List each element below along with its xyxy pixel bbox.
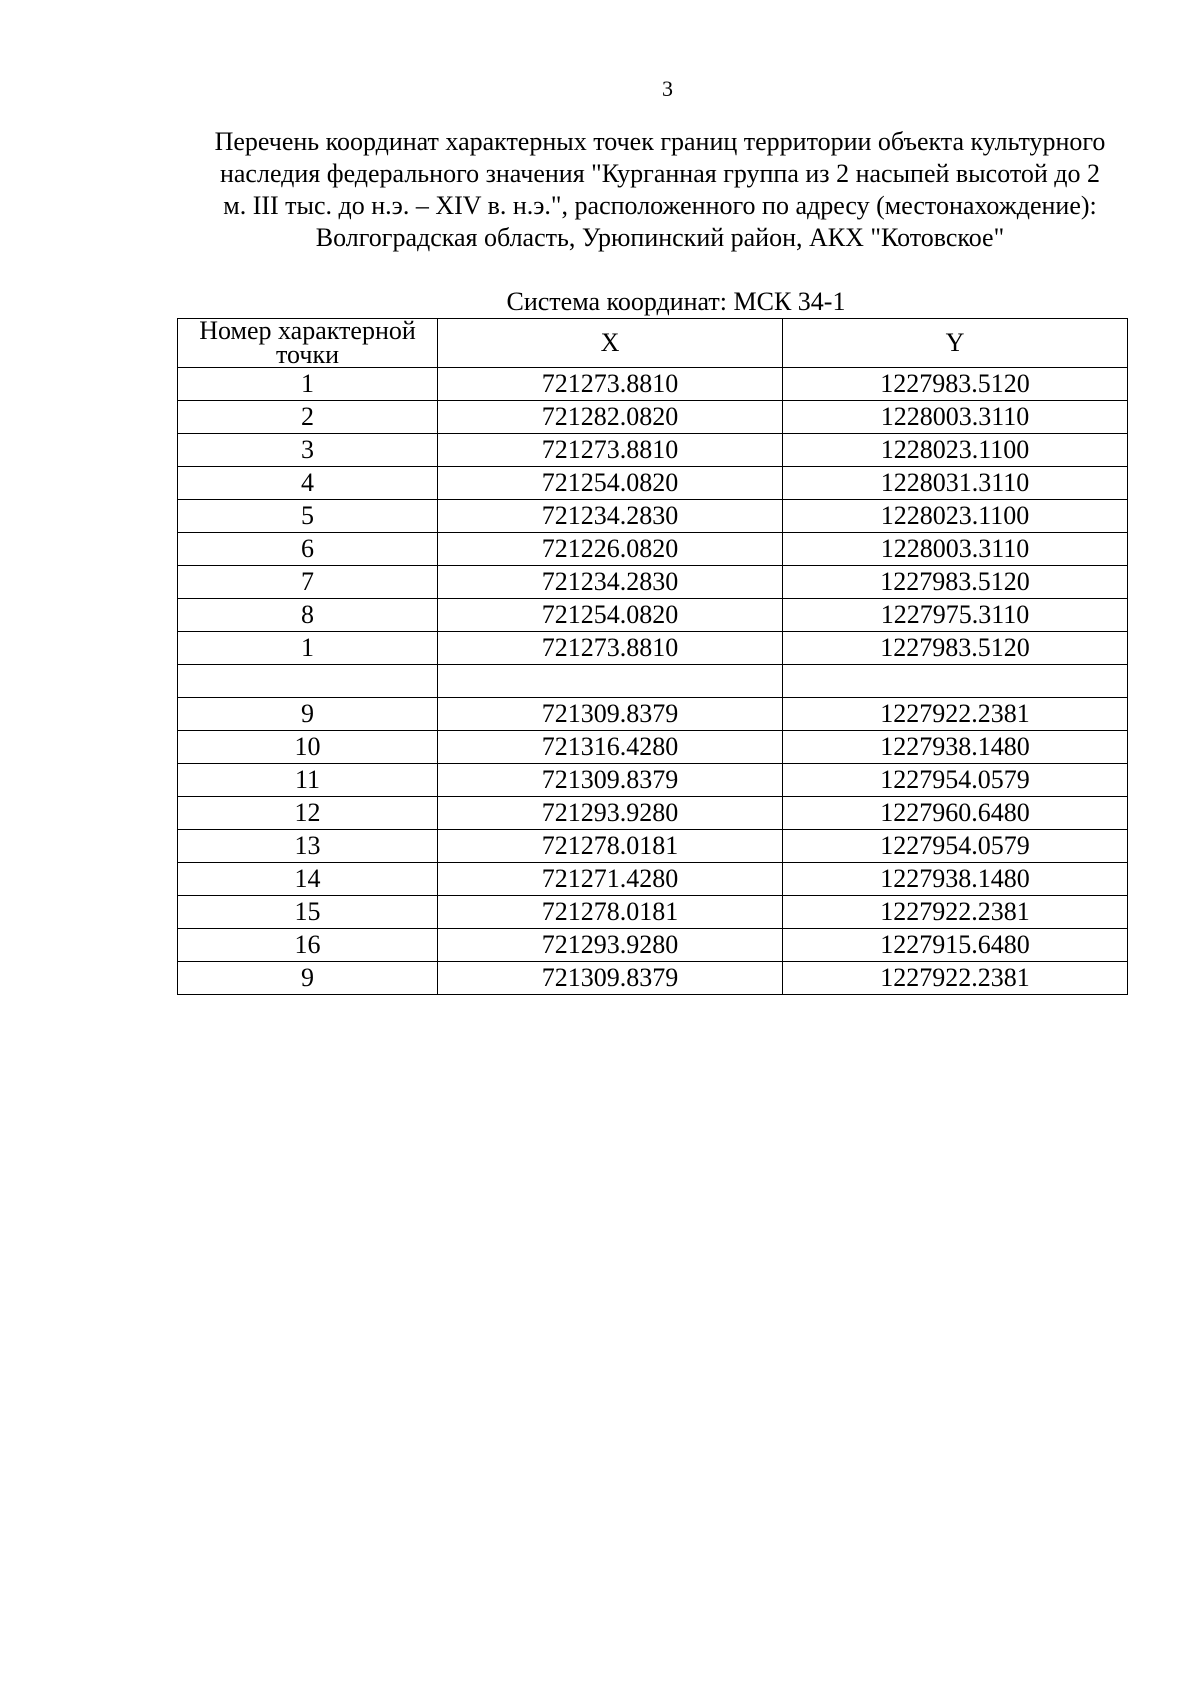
table-row xyxy=(178,500,1128,533)
cell-point-number xyxy=(178,665,438,698)
cell-y: 1227983.5120 xyxy=(783,632,1128,665)
table-row xyxy=(178,731,1128,764)
cell-x: 721309.8379 xyxy=(438,962,783,995)
table-row xyxy=(178,533,1128,566)
cell-x: 721316.4280 xyxy=(438,731,783,764)
cell-x: 721282.0820 xyxy=(438,401,783,434)
cell-x xyxy=(438,665,783,698)
cell-y: 1227915.6480 xyxy=(783,929,1128,962)
cell-y: 1228031.3110 xyxy=(783,467,1128,500)
cell-x: 721293.9280 xyxy=(438,929,783,962)
cell-point-number: 2 xyxy=(178,401,438,434)
cell-x: 721309.8379 xyxy=(438,764,783,797)
cell-point-number: 8 xyxy=(178,599,438,632)
cell-x: 721273.8810 xyxy=(438,632,783,665)
header-point-number-line-1: Номер характерной xyxy=(199,316,416,345)
table-row xyxy=(178,599,1128,632)
table-row xyxy=(178,929,1128,962)
coordinate-system-caption: Система координат: МСК 34-1 xyxy=(506,287,846,316)
cell-point-number: 16 xyxy=(178,929,438,962)
cell-x: 721254.0820 xyxy=(438,599,783,632)
page-number: 3 xyxy=(662,76,673,101)
cell-point-number: 1 xyxy=(178,632,438,665)
table-row xyxy=(178,962,1128,995)
cell-point-number: 12 xyxy=(178,797,438,830)
cell-y: 1228023.1100 xyxy=(783,434,1128,467)
header-point-number xyxy=(178,316,438,369)
table-row xyxy=(178,566,1128,599)
cell-x: 721234.2830 xyxy=(438,566,783,599)
cell-y: 1227954.0579 xyxy=(783,830,1128,863)
cell-y: 1227983.5120 xyxy=(783,368,1128,401)
table-row xyxy=(178,896,1128,929)
cell-y: 1227983.5120 xyxy=(783,566,1128,599)
cell-y: 1227922.2381 xyxy=(783,698,1128,731)
cell-point-number: 11 xyxy=(178,764,438,797)
title-line-1: Перечень координат характерных точек границ территории объекта культурного xyxy=(214,127,1106,156)
cell-x: 721234.2830 xyxy=(438,500,783,533)
cell-y: 1227938.1480 xyxy=(783,863,1128,896)
header-y: Y xyxy=(783,319,1128,368)
cell-x: 721309.8379 xyxy=(438,698,783,731)
cell-point-number: 14 xyxy=(178,863,438,896)
cell-x: 721273.8810 xyxy=(438,368,783,401)
document-title xyxy=(160,126,1160,254)
table-row xyxy=(178,467,1128,500)
table-row xyxy=(178,830,1128,863)
cell-y: 1228003.3110 xyxy=(783,533,1128,566)
title-line-4: Волгоградская область, Урюпинский район, АКХ "Котовское" xyxy=(315,223,1005,252)
cell-x: 721278.0181 xyxy=(438,896,783,929)
cell-point-number: 4 xyxy=(178,467,438,500)
cell-point-number: 5 xyxy=(178,500,438,533)
cell-x: 721273.8810 xyxy=(438,434,783,467)
cell-point-number: 13 xyxy=(178,830,438,863)
table-row xyxy=(178,863,1128,896)
cell-x: 721226.0820 xyxy=(438,533,783,566)
table-row xyxy=(178,764,1128,797)
cell-y: 1227922.2381 xyxy=(783,896,1128,929)
cell-y: 1227938.1480 xyxy=(783,731,1128,764)
title-line-3: м. III тыс. до н.э. – XIV в. н.э.", расположенного по адресу (местонахождение): xyxy=(223,191,1097,220)
cell-x: 721278.0181 xyxy=(438,830,783,863)
cell-y xyxy=(783,665,1128,698)
table-row xyxy=(178,368,1128,401)
cell-point-number: 10 xyxy=(178,731,438,764)
cell-y: 1228023.1100 xyxy=(783,500,1128,533)
table-row xyxy=(178,698,1128,731)
table-row xyxy=(178,434,1128,467)
cell-point-number: 7 xyxy=(178,566,438,599)
cell-x: 721271.4280 xyxy=(438,863,783,896)
cell-y: 1227960.6480 xyxy=(783,797,1128,830)
cell-y: 1227975.3110 xyxy=(783,599,1128,632)
table-row xyxy=(178,632,1128,665)
header-x: X xyxy=(438,319,783,368)
cell-point-number: 9 xyxy=(178,698,438,731)
cell-y: 1228003.3110 xyxy=(783,401,1128,434)
cell-y: 1227922.2381 xyxy=(783,962,1128,995)
cell-y: 1227954.0579 xyxy=(783,764,1128,797)
title-line-2: наследия федерального значения "Курганная группа из 2 насыпей высотой до 2 xyxy=(219,159,1101,188)
table-row xyxy=(178,797,1128,830)
cell-point-number: 6 xyxy=(178,533,438,566)
cell-point-number: 3 xyxy=(178,434,438,467)
table-row xyxy=(178,401,1128,434)
table-row xyxy=(178,665,1128,698)
coordinates-table xyxy=(177,318,1128,995)
cell-x: 721293.9280 xyxy=(438,797,783,830)
cell-x: 721254.0820 xyxy=(438,467,783,500)
cell-point-number: 15 xyxy=(178,896,438,929)
cell-point-number: 1 xyxy=(178,368,438,401)
cell-point-number: 9 xyxy=(178,962,438,995)
table-header-row xyxy=(178,319,1128,368)
table-body xyxy=(178,368,1128,995)
header-point-number-line-2: точки xyxy=(276,340,339,369)
